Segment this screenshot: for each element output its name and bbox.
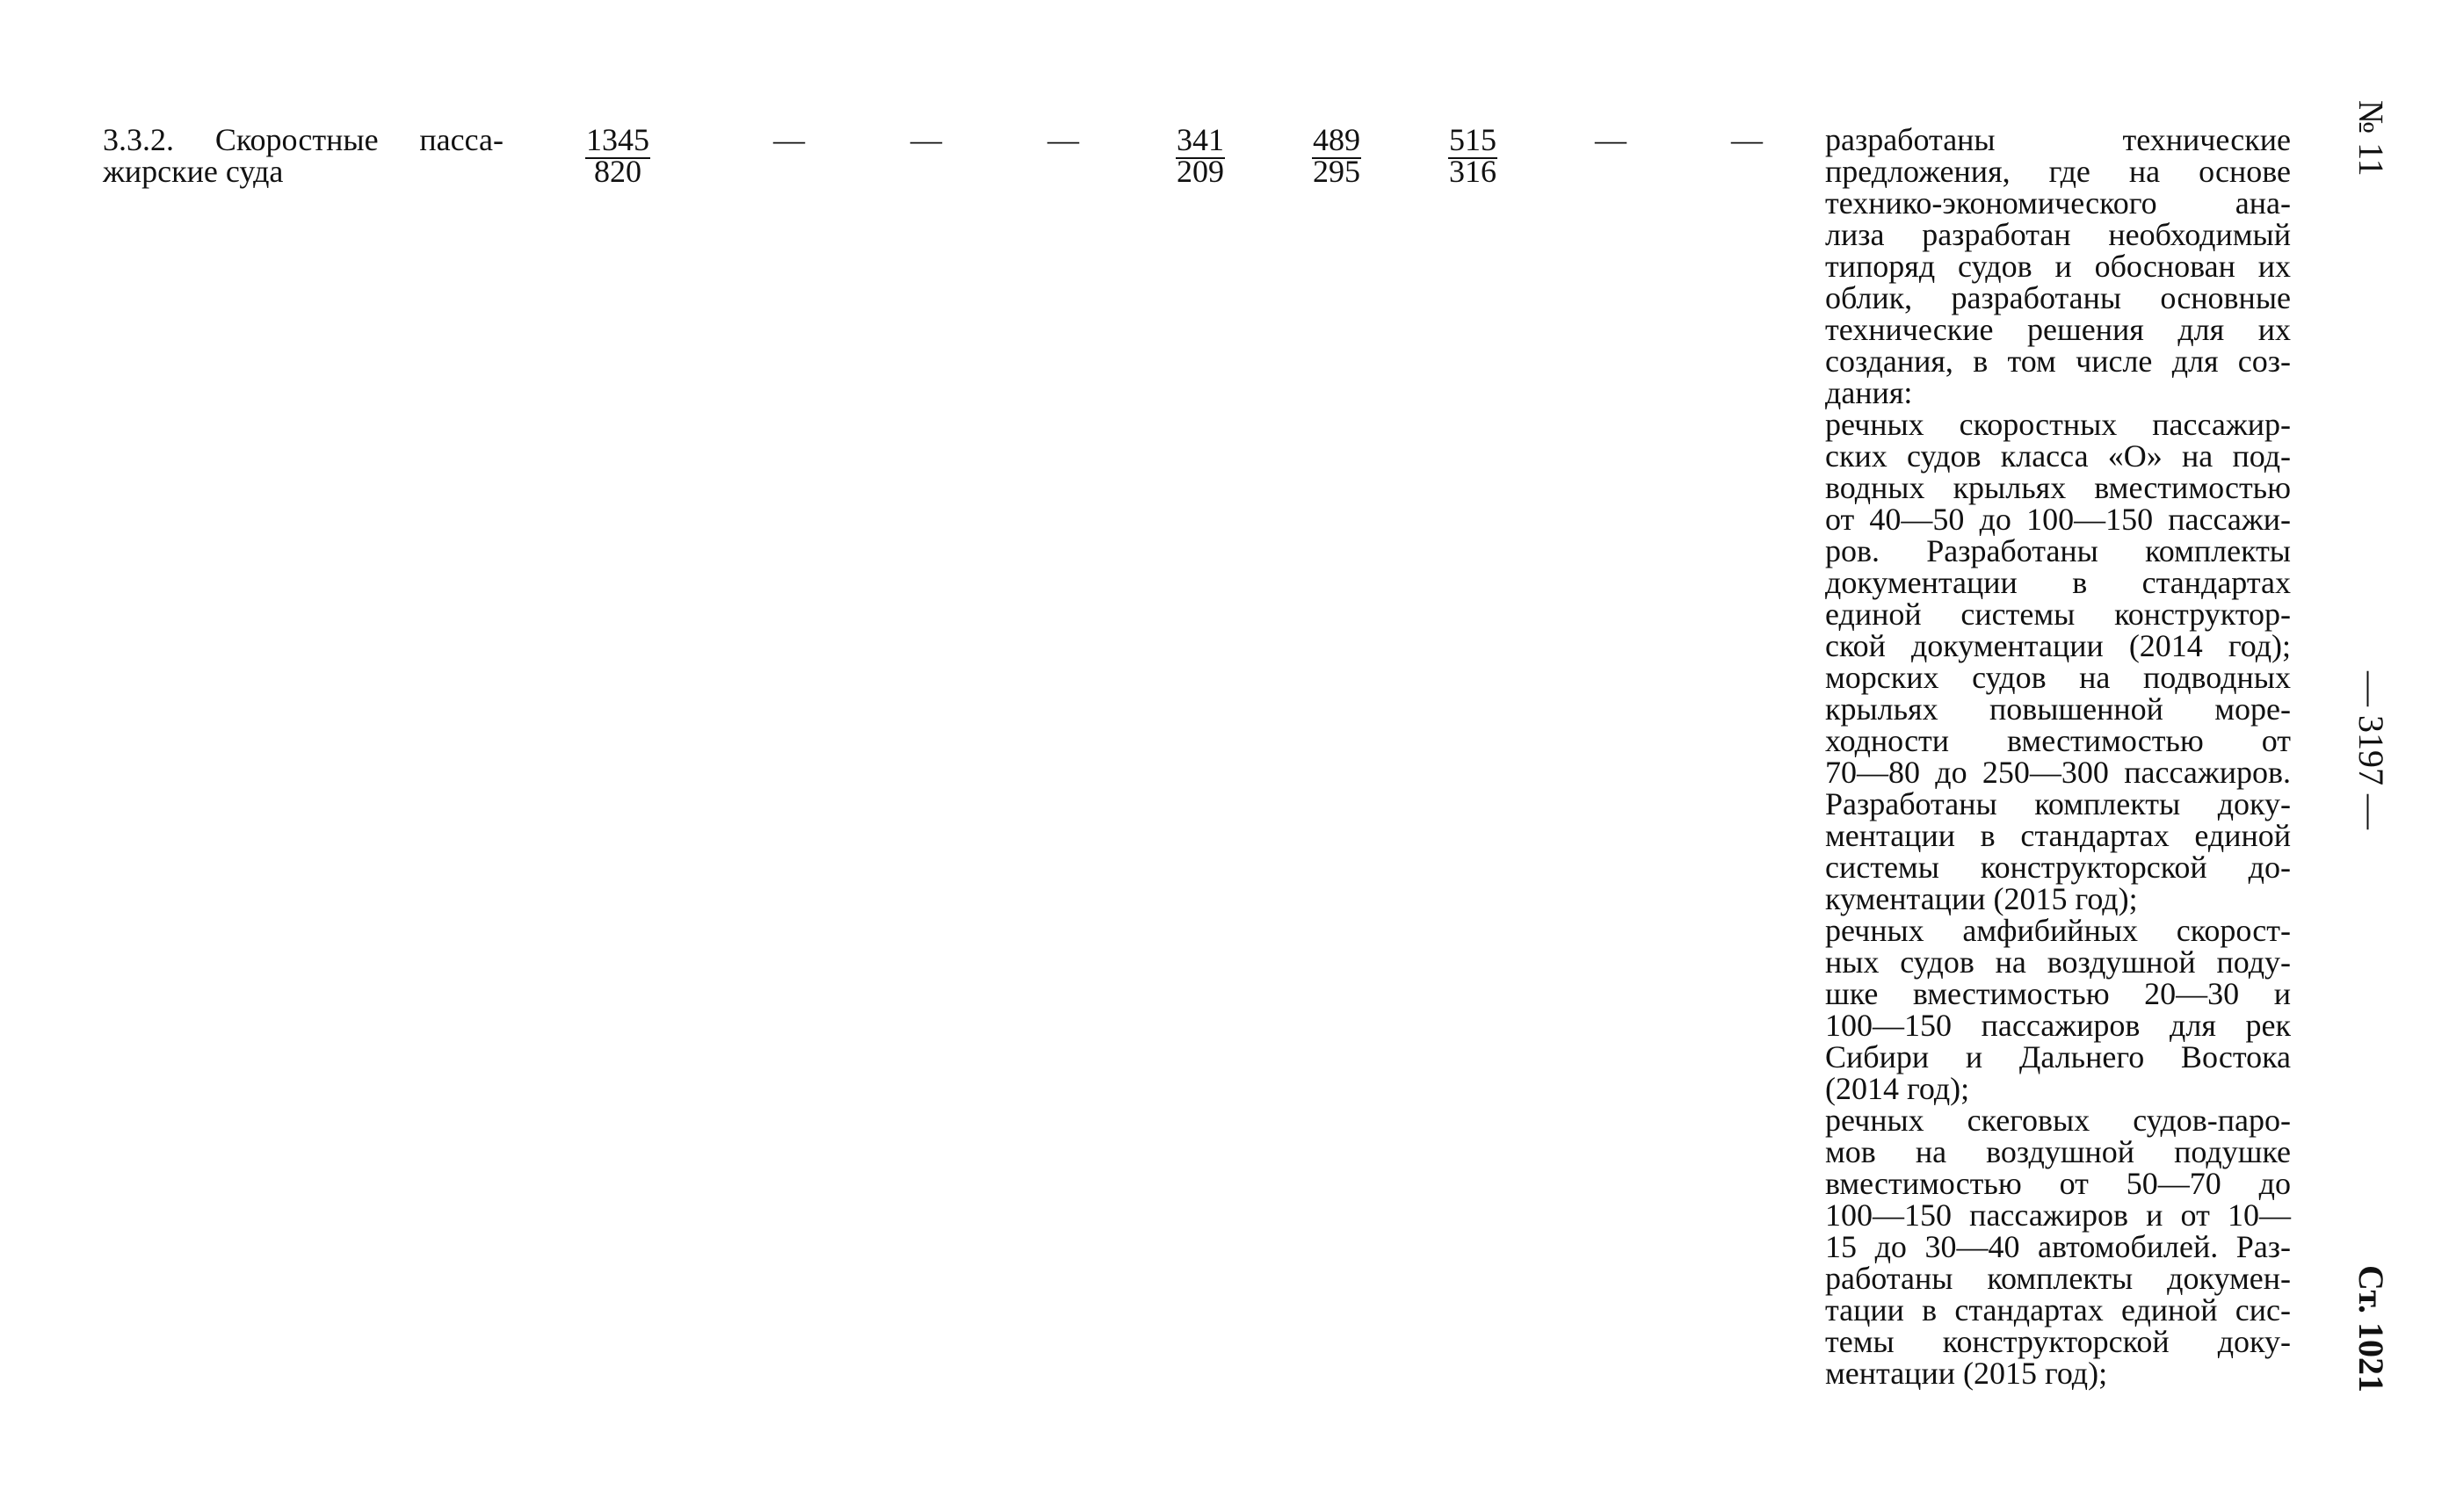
note-line: мов на воздушной подушке bbox=[1825, 1134, 2291, 1169]
note-line: тации в стандартах единой сис- bbox=[1825, 1292, 2291, 1328]
empty-cell-dash: — bbox=[910, 122, 942, 157]
note-line: крыльях повышенной море- bbox=[1825, 691, 2291, 727]
empty-cell-dash: — bbox=[773, 122, 805, 157]
note-line: документации в стандартах bbox=[1825, 565, 2291, 600]
note-line: вместимостью от 50—70 до bbox=[1825, 1166, 2291, 1201]
note-line: технико-экономического ана- bbox=[1825, 185, 2291, 221]
page-number: — 3197 — bbox=[2351, 671, 2391, 829]
note-line: системы конструкторской до- bbox=[1825, 850, 2291, 885]
empty-cell-dash: — bbox=[1047, 122, 1079, 157]
note-line: типоряд судов и обоснован их bbox=[1825, 249, 2291, 284]
note-line: дания: bbox=[1825, 375, 1913, 410]
expected-result-note bbox=[1825, 124, 2291, 1389]
note-line: разработаны технические bbox=[1825, 122, 2291, 157]
note-line: 70—80 до 250—300 пассажиров. bbox=[1825, 755, 2291, 790]
note-line: ментации (2015 год); bbox=[1825, 1356, 2108, 1391]
row-title-line: жирские суда bbox=[103, 154, 284, 189]
note-line: кументации (2015 год); bbox=[1825, 881, 2138, 916]
note-line: ров. Разработаны комплекты bbox=[1825, 533, 2291, 568]
empty-cell-dash: — bbox=[1595, 122, 1627, 157]
note-line: речных скоростных пассажир- bbox=[1825, 407, 2291, 442]
note-line: создания, в том числе для соз- bbox=[1825, 344, 2291, 379]
note-line: технические решения для их bbox=[1825, 312, 2291, 347]
issue-number: № 11 bbox=[2351, 100, 2391, 177]
note-line: ских судов класса «О» на под- bbox=[1825, 438, 2291, 474]
value-numerator: 515 bbox=[1449, 122, 1496, 157]
article-number: Ст. 1021 bbox=[2351, 1265, 2391, 1393]
value-cell-year bbox=[1156, 124, 1244, 187]
note-line: темы конструкторской доку- bbox=[1825, 1324, 2291, 1359]
note-line: 100—150 пассажиров для рек bbox=[1825, 1008, 2291, 1043]
value-cell-year bbox=[1293, 124, 1380, 187]
empty-cell-dash: — bbox=[1731, 122, 1763, 157]
value-denominator: 295 bbox=[1313, 154, 1360, 189]
note-line: 100—150 пассажиров и от 10— bbox=[1825, 1197, 2291, 1233]
value-numerator: 1345 bbox=[586, 122, 649, 157]
note-line: предложения, где на основе bbox=[1825, 154, 2291, 189]
value-cell-total bbox=[574, 124, 662, 187]
note-line: облик, разработаны основные bbox=[1825, 280, 2291, 315]
note-line: речных амфибийных скорост- bbox=[1825, 913, 2291, 948]
note-line: Сибири и Дальнего Востока bbox=[1825, 1039, 2291, 1074]
note-line: морских судов на подводных bbox=[1825, 660, 2291, 695]
value-numerator: 341 bbox=[1177, 122, 1224, 157]
note-line: работаны комплекты докумен- bbox=[1825, 1261, 2291, 1296]
note-line: единой системы конструктор- bbox=[1825, 597, 2291, 632]
note-line: от 40—50 до 100—150 пассажи- bbox=[1825, 502, 2291, 537]
note-line: речных скеговых судов-паро- bbox=[1825, 1103, 2291, 1138]
note-line: 15 до 30—40 автомобилей. Раз- bbox=[1825, 1229, 2291, 1264]
note-line: ской документации (2014 год); bbox=[1825, 628, 2291, 663]
value-denominator: 316 bbox=[1449, 154, 1496, 189]
value-cell-year bbox=[1429, 124, 1517, 187]
value-denominator: 820 bbox=[594, 154, 641, 189]
note-line: лиза разработан необходимый bbox=[1825, 217, 2291, 252]
note-line: шке вместимостью 20—30 и bbox=[1825, 976, 2291, 1011]
note-line: ных судов на воздушной поду- bbox=[1825, 944, 2291, 980]
note-line: ментации в стандартах единой bbox=[1825, 818, 2291, 853]
note-line: (2014 год); bbox=[1825, 1071, 1970, 1106]
value-numerator: 489 bbox=[1313, 122, 1360, 157]
value-denominator: 209 bbox=[1177, 154, 1224, 189]
row-title-line: 3.3.2. Скоростные пасса- bbox=[103, 122, 504, 157]
row-title bbox=[103, 124, 504, 187]
note-line: водных крыльях вместимостью bbox=[1825, 470, 2291, 505]
note-line: ходности вместимостью от bbox=[1825, 723, 2291, 758]
note-line: Разработаны комплекты доку- bbox=[1825, 786, 2291, 821]
